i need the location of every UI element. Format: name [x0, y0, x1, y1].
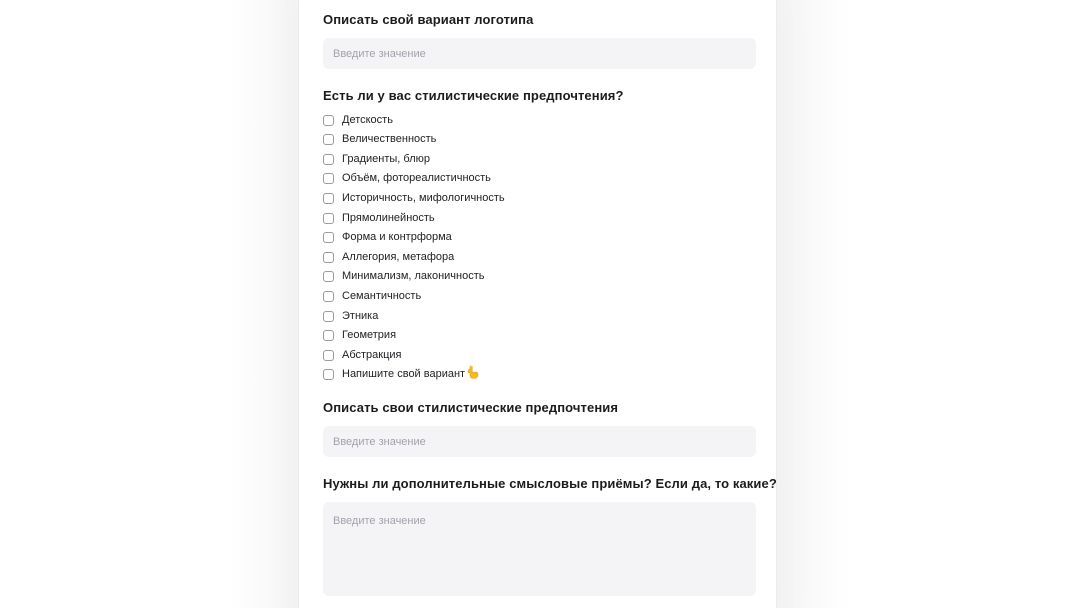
semantic-devices-placeholder: Введите значение — [333, 515, 426, 527]
style-option-label: Величественность — [342, 133, 437, 145]
checkbox-box[interactable] — [323, 173, 334, 184]
style-option-checkbox[interactable] — [323, 112, 393, 128]
checkbox-box[interactable] — [323, 311, 334, 322]
style-option-checkbox[interactable] — [323, 347, 402, 363]
style-option-checkbox[interactable] — [323, 308, 378, 324]
checkbox-box[interactable] — [323, 369, 334, 380]
style-option-checkbox[interactable] — [323, 170, 491, 186]
style-option-checkbox[interactable] — [323, 210, 435, 226]
semantic-devices-textarea[interactable] — [323, 502, 756, 596]
checkbox-box[interactable] — [323, 330, 334, 341]
style-option-label: Этника — [342, 310, 379, 322]
checkbox-box[interactable] — [323, 154, 334, 165]
style-option-label: Напишите свой вариант — [342, 368, 466, 380]
style-description-placeholder: Введите значение — [333, 435, 426, 448]
style-option-checkbox[interactable] — [323, 131, 436, 147]
checkbox-box[interactable] — [323, 193, 334, 204]
style-preferences-label: Есть ли у вас стилистические предпочтения? — [323, 88, 624, 103]
style-option-label: Минимализм, лаконичность — [342, 270, 485, 282]
style-option-label: Форма и контрформа — [342, 231, 452, 243]
checkbox-box[interactable] — [323, 350, 334, 361]
style-option-label: Аллегория, метафора — [342, 251, 455, 263]
style-option-label: Градиенты, блюр — [342, 153, 430, 165]
style-option-checkbox[interactable] — [323, 268, 485, 284]
pointing-down-hand-icon — [467, 365, 479, 384]
style-option-checkbox[interactable] — [323, 249, 454, 265]
style-option-label: Историчность, мифологичность — [342, 192, 505, 204]
style-option-label: Семантичность — [342, 290, 422, 302]
style-option-checkbox[interactable] — [323, 288, 421, 304]
style-description-label: Описать свои стилистические предпочтения — [323, 400, 619, 415]
style-option-label: Прямолинейность — [342, 212, 435, 224]
style-option-label: Абстракция — [342, 349, 402, 361]
checkbox-box[interactable] — [323, 271, 334, 282]
checkbox-box[interactable] — [323, 134, 334, 145]
style-option-checkbox[interactable] — [323, 229, 452, 245]
style-option-label: Объём, фотореалистичность — [342, 172, 491, 184]
checkbox-box[interactable] — [323, 232, 334, 243]
checkbox-box[interactable] — [323, 252, 334, 263]
checkbox-box[interactable] — [323, 213, 334, 224]
style-option-label: Детскость — [342, 114, 393, 126]
logo-description-label: Описать свой вариант логотипа — [323, 12, 534, 27]
style-option-checkbox[interactable] — [323, 327, 396, 343]
style-description-input[interactable] — [323, 426, 756, 457]
semantic-devices-label: Нужны ли дополнительные смысловые приёмы? Если да, то какие? — [323, 476, 777, 491]
logo-description-input[interactable] — [323, 38, 756, 69]
style-option-checkbox[interactable] — [323, 151, 430, 167]
logo-description-placeholder: Введите значение — [333, 47, 426, 60]
style-option-checkbox[interactable] — [323, 366, 479, 382]
checkbox-box[interactable] — [323, 291, 334, 302]
checkbox-box[interactable] — [323, 115, 334, 126]
style-option-checkbox[interactable] — [323, 190, 505, 206]
style-option-label: Геометрия — [342, 329, 397, 341]
